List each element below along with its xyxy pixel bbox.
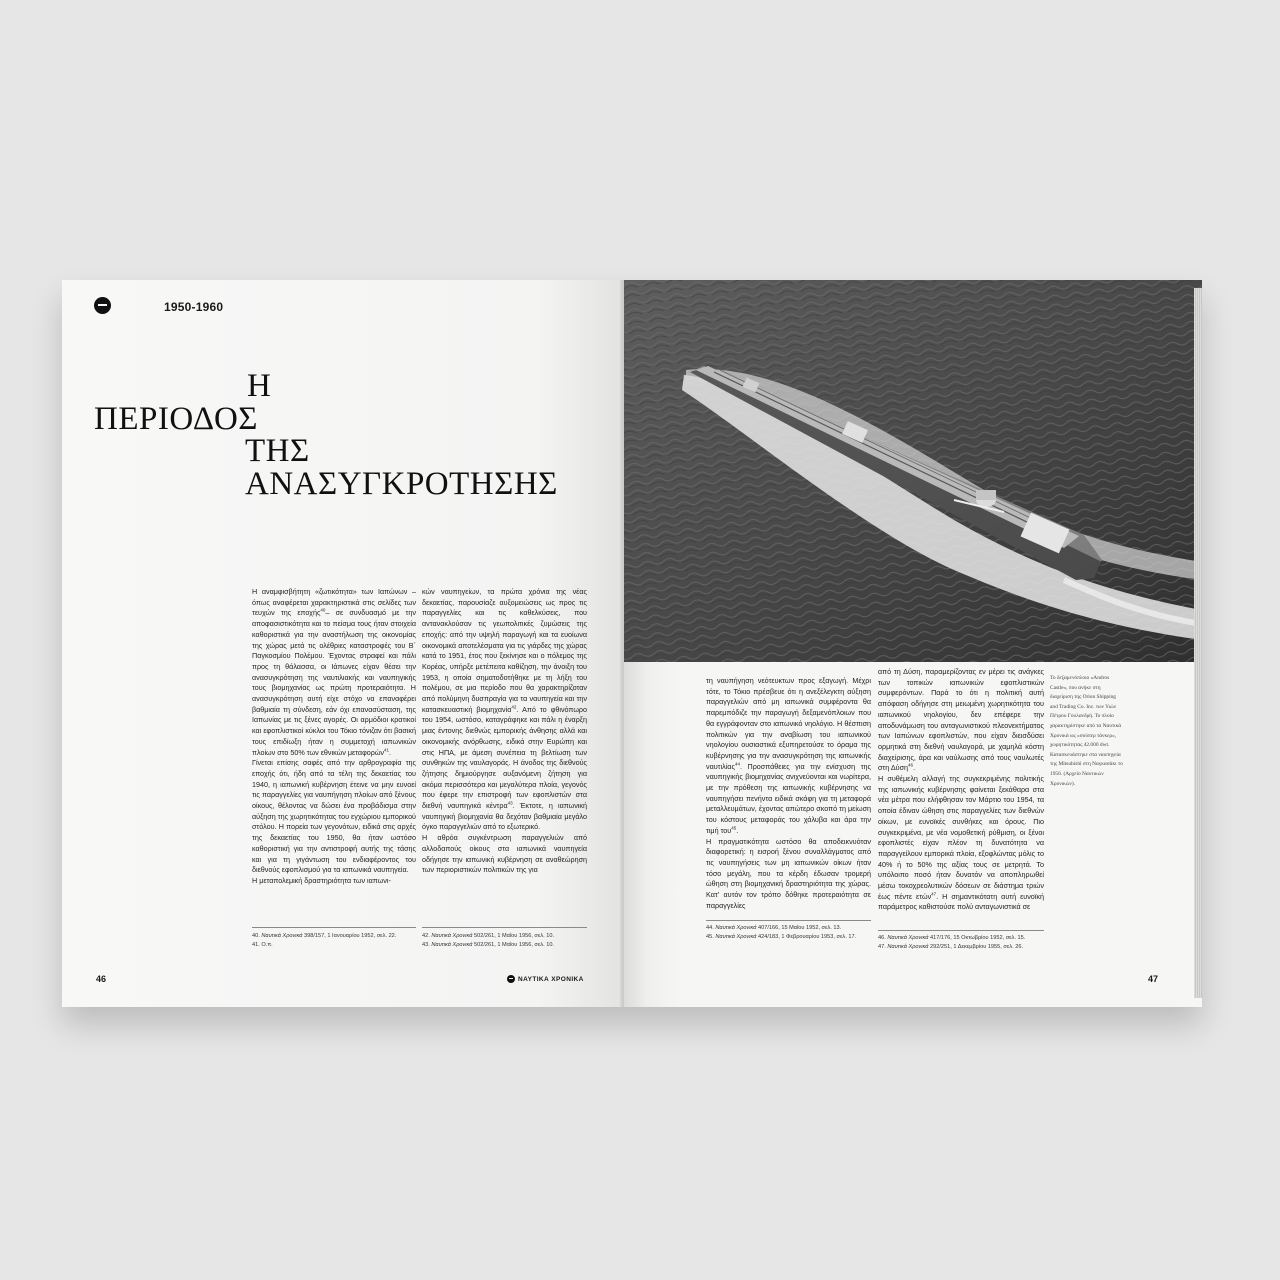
paragraph-text: – σε συνδυασμό με την αποφασιστικότητα και το πείσμα τους ήταν στοιχεία καθοριστικά για την αναστήλωση της οικονομίας της χώρας μετά τις ολέθριες καταστροφές του Β΄ Παγκοσμίου Πολέμου. Έχοντας στραφεί και πάλι προς τη θάλασσα, οι Ιάπωνες είχαν θέσει την ανασυγκρότηση της ναυτιλιακής και ναυπηγικής τους βιομηχανίας ως πρώτη προτεραιότητα. Η ανασυγκρότηση αυτή είχε στόχο να επαναφέρει βαθμιαία τη σύνδεση, εάν όχι επανασύσταση, της Ιαπωνίας με τις ξένες αγορές. Οι αρμόδιοι κρατικοί και εφοπλιστικοί κύκλοι του Τόκιο τόνιζαν ότι βασική τους επιδίωξη ήταν η συμμετοχή ιαπωνικών πλοίων στο 50% των εθνικών μεταφορών bbox=[252, 608, 416, 757]
paragraph-text: Η πραγματικότητα ωστόσο θα αποδεικνυόταν διαφορετική: η εισροή ξένου συναλλάγματος από τις ναυπηγήσεις των μη ιαπωνικών οίκων ήταν τόσο μεγάλη, που τα κέρδη έδωσαν τρομερή ώθηση στη βιομηχανική δραστηριότητα της χώρας. Κατ' αυτόν τον τρόπο δόθηκε προτεραιότητα σε παραγγελίες bbox=[706, 836, 871, 910]
body-paragraph bbox=[878, 667, 1044, 774]
paragraph-text: . bbox=[736, 825, 739, 835]
tanker-photo bbox=[624, 280, 1202, 662]
footnote bbox=[422, 941, 587, 950]
paragraph-text: . bbox=[389, 747, 392, 757]
footnote-number: 45. bbox=[706, 934, 716, 940]
body-paragraph bbox=[706, 676, 871, 837]
body-paragraph bbox=[252, 758, 416, 876]
paragraph-text: Η συθέμελη αλλαγή της συγκεκριμένης πολιτικής της ιαπωνικής κυβέρνησης φαίνεται ξεκάθαρα στα νέα μέτρα που ελήφθησαν τον Μάρτιο του 1954, τα οποία έδιναν ώθηση στις παραγγελίες των διεθνών οίκων, με ευνοϊκές συνθήκες και όρους. Πιο συγκεκριμένα, με νέα νομοθετική ρύθμιση, οι ξένοι εφοπλιστές είχαν πλέον τη δυνατότητα να παραγγείλουν εμπορικά πλοία, εξοφλώντας μόλις το 40% ή το 50% της αξίας τους σε μετρητά. Το υπόλοιπο ποσό ήταν δυνατόν να αποπληρωθεί μέσω τοκοχρεολυτικών δόσεων σε διάστημα τριών έως πέντε ετών bbox=[878, 774, 1044, 901]
footnote-source: Ναυτικά Χρονικά bbox=[887, 935, 929, 941]
footnote bbox=[878, 943, 1044, 952]
body-paragraph bbox=[422, 833, 587, 876]
body-paragraph bbox=[252, 876, 416, 887]
left-column-1 bbox=[252, 587, 416, 887]
footnote-number: 41. bbox=[252, 942, 262, 948]
footnote-number: 47. bbox=[878, 944, 888, 950]
footnote-source: Ναυτικά Χρονικά bbox=[431, 933, 473, 939]
left-column-2 bbox=[422, 587, 587, 876]
paragraph-text: . Η σημαντικότατη αυτή ευνοϊκή παράμετρος καθιστούσε πολύ ανταγωνιστικά σε bbox=[878, 891, 1044, 912]
footnote-marker: 46 bbox=[908, 762, 914, 768]
footnote-number: 40. bbox=[252, 933, 262, 939]
paragraph-text: Η αθρόα συγκέντρωση παραγγελιών από αλλοδαπούς οίκους στα ιαπωνικά ναυπηγεία οδήγησε την ιαπωνική κυβέρνηση σε αναθεώρηση των περιοριστικών πολιτικών της για bbox=[422, 833, 587, 875]
footnote-detail: Ο.π. bbox=[261, 942, 273, 948]
paragraph-text: . Προσπάθειες για την ενίσχυση της ναυπηγικής βιομηχανίας ανιχνεύονται και νωρίτερα, με την πρόθεση της ιαπωνικής κυβέρνησης να ναυπηγήσει πενήντα ειδικά σκάφη για τη μεταφορά μεταλλευμάτων, έχοντας απώτερο σκοπό τη μείωση του κόστους μεταφοράς του χάλυβα και άρα την τιμή του bbox=[706, 761, 871, 835]
title-line-3: ΤΗΣ bbox=[245, 433, 310, 469]
footnote bbox=[252, 932, 416, 941]
right-column-2 bbox=[878, 667, 1044, 913]
title-line-4: ΑΝΑΣΥΓΚΡΟΤΗΣΗΣ bbox=[245, 466, 558, 502]
page-number-left: 46 bbox=[96, 974, 107, 984]
paragraph-text: Η αναμφισβήτητη «ζωτικότητα» των Ιαπώνων –όπως αναφέρεται χαρακτηριστικά στις σελίδες των τευχών της εποχής bbox=[252, 587, 416, 618]
footnote-rule bbox=[422, 927, 587, 928]
footnote-number: 43. bbox=[422, 942, 432, 948]
magazine-spread bbox=[62, 280, 1202, 1007]
body-paragraph bbox=[422, 587, 587, 833]
paragraph-text: . bbox=[913, 763, 916, 773]
footnote-marker: 41 bbox=[384, 747, 390, 753]
paragraph-text: τη ναυπήγηση νεότευκτων προς εξαγωγή. Μέχρι τότε, το Τόκιο πρέσβευε ότι η ανεξέλεγκτη αύξηση παραγγελιών από μη ιαπωνικά συμφέροντα θα παρεμπόδιζε την παραγωγή δεξαμενόπλοιων που θα εγγράφονταν στο ιαπωνικό νηολόγιο. Η θέσπιση πολιτικών για την αναβίωση του ιαπωνικού νηολογίου ουσιαστικά εξυπηρετούσε το όραμα της κυβέρνησης για την ανασυγκρότηση της ιαπωνικής ναυτιλίας bbox=[706, 676, 871, 771]
brand-dot-icon bbox=[507, 975, 515, 983]
paragraph-text: Η μεταπολεμική δραστηριότητα των ιαπωνι- bbox=[252, 875, 391, 885]
footnote bbox=[706, 924, 871, 933]
footnote-source: Ναυτικά Χρονικά bbox=[431, 942, 473, 948]
footnote-number: 44. bbox=[706, 925, 716, 931]
body-paragraph bbox=[252, 587, 416, 758]
footnote-source: Ναυτικά Χρονικά bbox=[261, 933, 303, 939]
footnote bbox=[706, 933, 871, 942]
page-edge-stack bbox=[1194, 288, 1202, 998]
footnote-marker: 44 bbox=[734, 761, 740, 767]
footnote-source: Ναυτικά Χρονικά bbox=[887, 944, 929, 950]
paragraph-text: Γίνεται επίσης σαφές από την αρθρογραφία της εποχής ότι, ήδη από τα τέλη της δεκαετίας του 1940, η ιαπωνική κυβέρνηση έτεινε να μην ευνοεί τις παραγγελίες για ναυπήγηση πλοίων από ξένους οίκους, θέλοντας να δώσει ένα προβάδισμα στην αύξηση της χωρητικότητας του εγχώριου εμπορικού στόλου. Η πορεία των γεγονότων, ειδικά στις αρχές της δεκαετίας του 1950, θα ήταν ωστόσο καθοριστική για την αντιστροφή αυτής της τάσης και για τη γιγάντωση του ενδιαφέροντος του διεθνούς εφοπλισμού για τα ιαπωνικά ναυπηγεία. bbox=[252, 758, 416, 875]
footnote-detail: 292/251, 1 Δεκεμβρίου 1955, σελ. 26. bbox=[930, 944, 1024, 950]
paragraph-text: κών ναυπηγείων, τα πρώτα χρόνια της νέας δεκαετίας, παρουσίαζε αυξομειώσεις ως προς τις παραγγελίες και τις καθελκύσεις, που αντανακλούσαν τις γεωπολιτικές ζυμώσεις της εποχής: από την υψηλή παραγωγή και τα ευοίωνα οικονομικά αποτελέσματα για τις γιάρδες της χώρας κατά το 1951, έτος που ξεκίνησε και ο πόλεμος της Κορέας, υπήρξε μετέπειτα καθίζηση, την άνοιξη του 1953, η οποία σηματοδοτήθηκε με τη λήξη του πολέμου, σε μια περίοδο που θα χαρακτηρίζοταν από πολύμηνη δυσπραγία για τα ναυπηγεία και την κατασκευαστική βιομηχανία bbox=[422, 587, 587, 714]
brand-name: ΝΑΥΤΙΚΑ ΧΡΟΝΙΚΑ bbox=[518, 975, 584, 983]
paragraph-text: . Από το φθινόπωρο του 1954, ωστόσο, καταγράφηκε και πάλι η έναρξη μιας έντονης διεθνώς εμπορικής άνθησης αλλά και οικονομικής ανόρθωσης, ειδικά στην Ευρώπη και στις ΗΠΑ, με άμεση συνέπεια τη βελτίωση των συνθηκών της ναυλαγοράς. Η άνοδος της διεθνούς ζήτησης δημιούργησε αυξανόμενη ζήτηση για ακόμα περισσότερα και μεγαλύτερα πλοία, γεγονός που έφερε την επιστροφή των εφοπλιστών στα διεθνή ναυπηγικά κέντρα bbox=[422, 704, 588, 811]
title-line-1: Η bbox=[247, 368, 272, 404]
section-label: 1950-1960 bbox=[164, 300, 224, 314]
footnote-detail: 407/166, 15 Μαΐου 1952, σελ. 13. bbox=[758, 925, 842, 931]
footnote-detail: 502/261, 1 Μαΐου 1956, σελ. 10. bbox=[474, 933, 555, 939]
left-page bbox=[62, 280, 622, 1007]
footnote bbox=[878, 934, 1044, 943]
footnotes-left-1 bbox=[252, 932, 416, 950]
footnote bbox=[422, 932, 587, 941]
footnote bbox=[252, 941, 416, 950]
photo-caption: Το δεξαμενόπλοιο «Andros Castle», που ανήκε στη διαχείριση της Orion Shipping and Trading Co. Inc. των Υιών Πέτρου Γουλανδρή. Το πλοίο χαρακτηρίστηκε από τα Ναυτικά Χρονικά ως «σούπερ τάνκερ», χωρητικότητας 42.000 dwt. Κατασκευάστηκε στα ναυπηγεία της Mitsubishi στη Ναγκασάκι το 1956. (Αρχείο Ναυτικών Χρονικών). bbox=[1050, 675, 1123, 787]
footnote-detail: 502/261, 1 Μαΐου 1956, σελ. 10. bbox=[474, 942, 555, 948]
footnote-rule bbox=[706, 920, 871, 921]
footnote-rule bbox=[252, 927, 416, 928]
footnotes-right-2 bbox=[878, 934, 1044, 952]
body-paragraph bbox=[878, 774, 1044, 913]
right-column-1 bbox=[706, 676, 871, 911]
footnote-marker: 47 bbox=[931, 891, 937, 897]
magazine-logo-icon bbox=[94, 297, 111, 314]
footnotes-left-2 bbox=[422, 932, 587, 950]
right-page bbox=[624, 280, 1202, 1007]
footnote-source: Ναυτικά Χρονικά bbox=[715, 925, 757, 931]
footnote-marker: 42 bbox=[511, 704, 517, 710]
footnote-marker: 40 bbox=[320, 608, 326, 614]
footnote-detail: 417/176, 15 Οκτωβρίου 1952, σελ. 15. bbox=[930, 935, 1026, 941]
footnote-detail: 424/183, 1 Φεβρουαρίου 1953, σελ. 17. bbox=[758, 934, 857, 940]
brand-footer bbox=[507, 975, 584, 983]
footnote-number: 42. bbox=[422, 933, 432, 939]
footnote-rule bbox=[878, 930, 1044, 931]
footnote-number: 46. bbox=[878, 935, 888, 941]
paragraph-text: από τη Δύση, παραμερίζοντας εν μέρει τις ανάγκες των τοπικών ιαπωνικών εφοπλιστικών συμφερόντων. Παρά το ότι η πολιτική αυτή απόφαση οδήγησε στη μειωμένη χωρητικότητα του ιαπωνικού νηολογίου, δεν επέφερε την αποδυνάμωση του ανταγωνιστικού πλεονεκτήματος των Ιαπώνων εφοπλιστών, που είχαν διεισδύσει ορμητικά στη διεθνή ναυλαγορά, με χαμηλά κόστη διαχείρισης, άρα και ναύλωσης από τους ναυλωτές στη Δύση bbox=[878, 667, 1044, 773]
page-number-right: 47 bbox=[1148, 974, 1159, 984]
paragraph-text: . Έκτοτε, η ιαπωνική ναυπηγική βιομηχανία θα δεχόταν βαθμιαία μεγάλο όγκο παραγγελιών από το εξωτερικό. bbox=[422, 801, 587, 832]
footnote-marker: 43 bbox=[507, 800, 513, 806]
footnote-source: Ναυτικά Χρονικά bbox=[715, 934, 757, 940]
footnote-detail: 398/157, 1 Ιανουαρίου 1952, σελ. 22. bbox=[304, 933, 397, 939]
body-paragraph bbox=[706, 837, 871, 912]
title-line-2: ΠΕΡΙΟΔΟΣ bbox=[94, 401, 259, 437]
footnote-marker: 45 bbox=[731, 825, 737, 831]
footnotes-right-1 bbox=[706, 924, 871, 942]
